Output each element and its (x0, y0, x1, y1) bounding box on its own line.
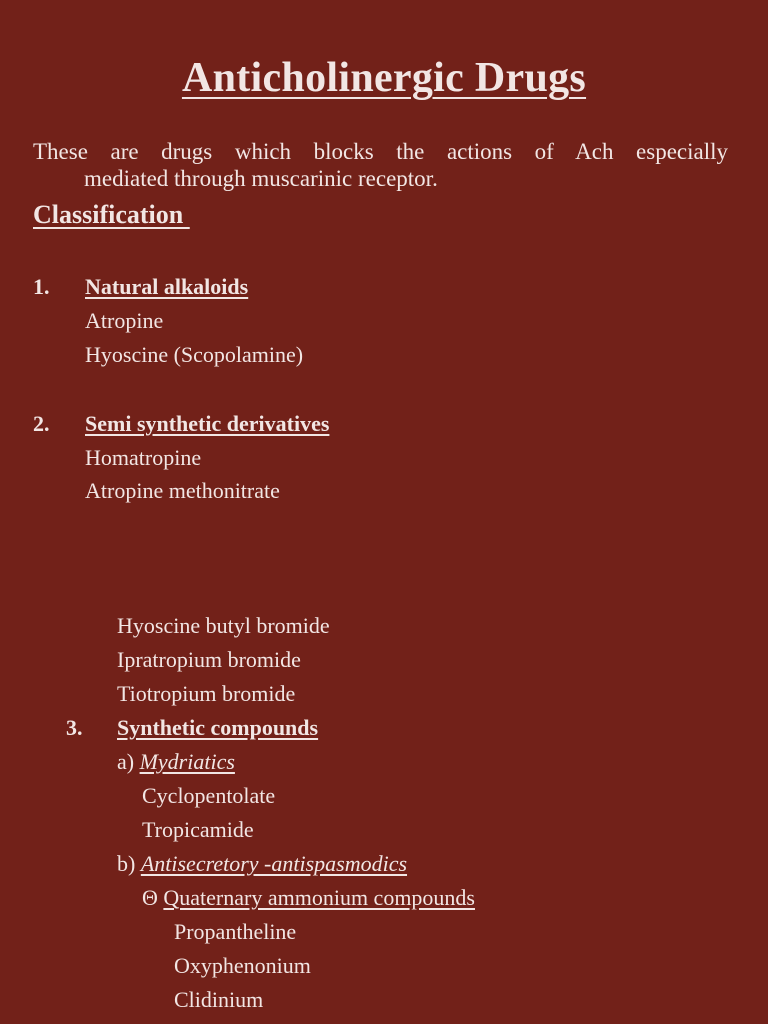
list-item: Atropine methonitrate (85, 478, 280, 503)
list-item: Ipratropium bromide (117, 647, 301, 672)
subgroup-b-prefix: b) (117, 851, 141, 876)
subgroup-b-sub (142, 883, 475, 913)
list-item: Homatropine (85, 445, 202, 470)
list-item: Tiotropium bromide (117, 681, 296, 706)
group-2-number: 2. (33, 411, 50, 436)
subgroup-a-label: Mydriatics (139, 749, 235, 774)
slide-title: Anticholinergic Drugs (181, 55, 587, 101)
list-item: Clidinium (174, 987, 264, 1012)
group-3-heading: Synthetic compounds (117, 715, 319, 740)
subgroup-a (117, 747, 235, 777)
intro-line-1: These are drugs which blocks the actions of Ach especially (33, 139, 728, 164)
list-item: Oxyphenonium (174, 953, 311, 978)
intro-paragraph (33, 138, 728, 192)
list-item: Atropine (85, 308, 164, 333)
group-3-number: 3. (66, 715, 83, 740)
theta-bullet: Θ (142, 885, 164, 910)
list-item: Hyoscine butyl bromide (117, 613, 330, 638)
list-item: Hyoscine (Scopolamine) (85, 342, 304, 367)
subgroup-b-label: Antisecretory -antispasmodics (140, 851, 408, 876)
classification-heading: Classification (33, 200, 190, 229)
group-1-heading: Natural alkaloids (85, 274, 249, 299)
group-1-number: 1. (33, 274, 50, 299)
subgroup-a-prefix: a) (117, 749, 140, 774)
list-item: Cyclopentolate (142, 783, 276, 808)
list-item: Tropicamide (142, 817, 254, 842)
intro-line-2: mediated through muscarinic receptor. (84, 166, 438, 191)
quaternary-heading: Quaternary ammonium compounds (163, 885, 475, 910)
group-2-heading: Semi synthetic derivatives (85, 411, 330, 436)
subgroup-b (117, 849, 407, 879)
list-item: Propantheline (174, 919, 297, 944)
